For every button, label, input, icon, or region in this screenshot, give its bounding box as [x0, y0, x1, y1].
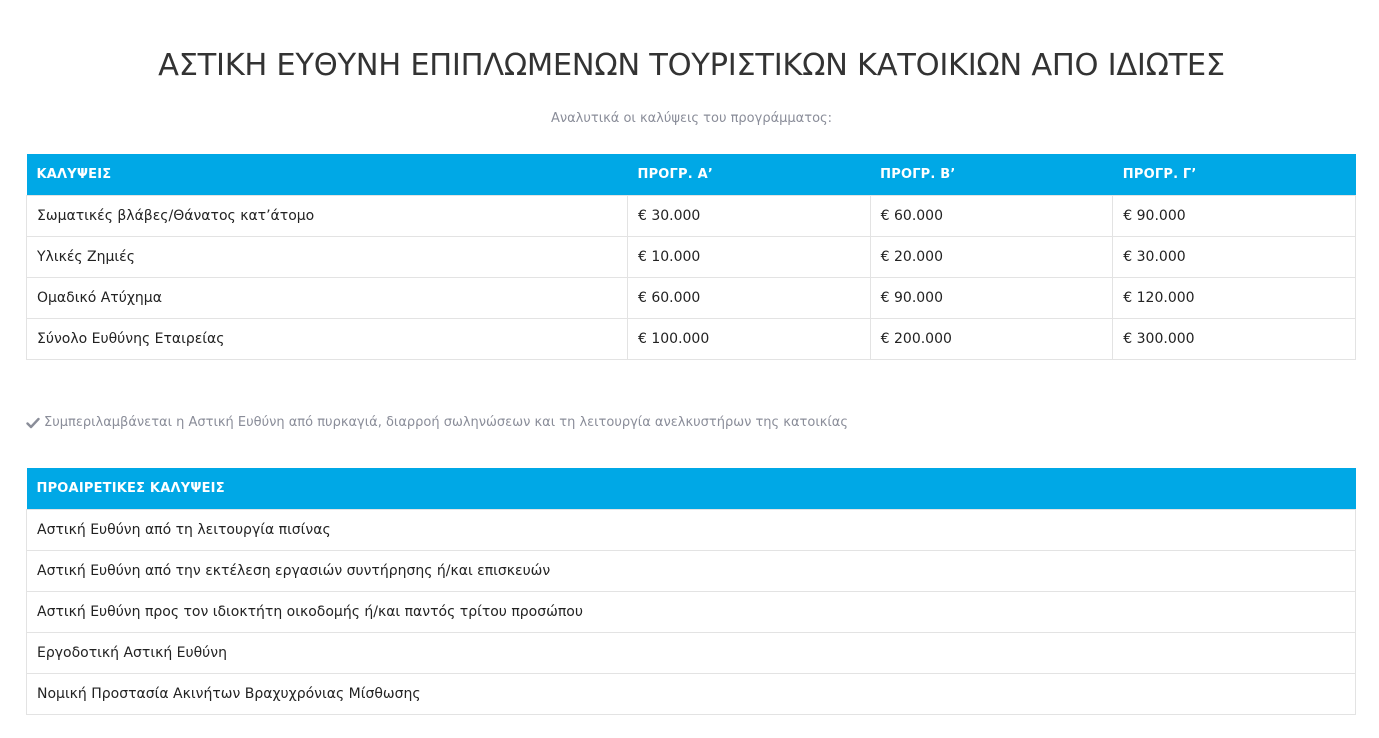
program-a-value: € 100.000: [627, 319, 870, 360]
optional-coverage-item: Αστική Ευθύνη από την εκτέλεση εργασιών συντήρησης ή/και επισκευών: [27, 551, 1356, 592]
optional-coverage-item: Αστική Ευθύνη από τη λειτουργία πισίνας: [27, 510, 1356, 551]
table-row: [27, 551, 1356, 592]
page-subtitle: Αναλυτικά οι καλύψεις του προγράμματος:: [550, 111, 833, 126]
program-b-value: € 20.000: [870, 237, 1113, 278]
header-optional-coverages: ΠΡΟΑΙΡΕΤΙΚΕΣ ΚΑΛΥΨΕΙΣ: [27, 468, 1356, 510]
coverage-name: Σύνολο Ευθύνης Εταιρείας: [27, 319, 628, 360]
table-row: [27, 510, 1356, 551]
table-row: [27, 278, 1356, 319]
table-row: [27, 674, 1356, 715]
header-program-b: ΠΡΟΓΡ. Β’: [870, 154, 1113, 196]
program-c-value: € 30.000: [1113, 237, 1356, 278]
header-program-a: ΠΡΟΓΡ. Α’: [627, 154, 870, 196]
table-row: [27, 237, 1356, 278]
program-a-value: € 60.000: [627, 278, 870, 319]
program-b-value: € 60.000: [870, 196, 1113, 237]
included-note-text: Συμπεριλαμβάνεται η Αστική Ευθύνη από πυρκαγιά, διαρροή σωληνώσεων και τη λειτουργία ανελκυστήρων της κατοικίας: [44, 415, 848, 430]
program-a-value: € 10.000: [627, 237, 870, 278]
coverage-table: [26, 154, 1356, 360]
table-row: [27, 196, 1356, 237]
included-note: [26, 414, 848, 432]
table-row: [27, 633, 1356, 674]
program-a-value: € 30.000: [627, 196, 870, 237]
optional-coverage-item: Αστική Ευθύνη προς τον ιδιοκτήτη οικοδομής ή/και παντός τρίτου προσώπου: [27, 592, 1356, 633]
page-title: ΑΣΤΙΚΗ ΕΥΘΥΝΗ ΕΠΙΠΛΩΜΕΝΩΝ ΤΟΥΡΙΣΤΙΚΩΝ ΚΑΤΟΙΚΙΩΝ ΑΠΟ ΙΔΙΩΤΕΣ: [158, 48, 1225, 83]
coverage-name: Σωματικές βλάβες/Θάνατος κατ’άτομο: [27, 196, 628, 237]
table-row: [27, 592, 1356, 633]
program-c-value: € 90.000: [1113, 196, 1356, 237]
optional-coverage-item: Νομική Προστασία Ακινήτων Βραχυχρόνιας Μίσθωσης: [27, 674, 1356, 715]
coverage-header-row: [27, 154, 1356, 196]
coverage-name: Ομαδικό Ατύχημα: [27, 278, 628, 319]
coverage-name: Υλικές Ζημιές: [27, 237, 628, 278]
program-c-value: € 120.000: [1113, 278, 1356, 319]
optional-coverage-table: [26, 468, 1356, 715]
header-coverages: ΚΑΛΥΨΕΙΣ: [27, 154, 628, 196]
program-c-value: € 300.000: [1113, 319, 1356, 360]
optional-header-row: [27, 468, 1356, 510]
header-program-c: ΠΡΟΓΡ. Γ’: [1113, 154, 1356, 196]
program-b-value: € 90.000: [870, 278, 1113, 319]
table-row: [27, 319, 1356, 360]
program-b-value: € 200.000: [870, 319, 1113, 360]
check-icon: [26, 416, 40, 430]
optional-coverage-item: Εργοδοτική Αστική Ευθύνη: [27, 633, 1356, 674]
